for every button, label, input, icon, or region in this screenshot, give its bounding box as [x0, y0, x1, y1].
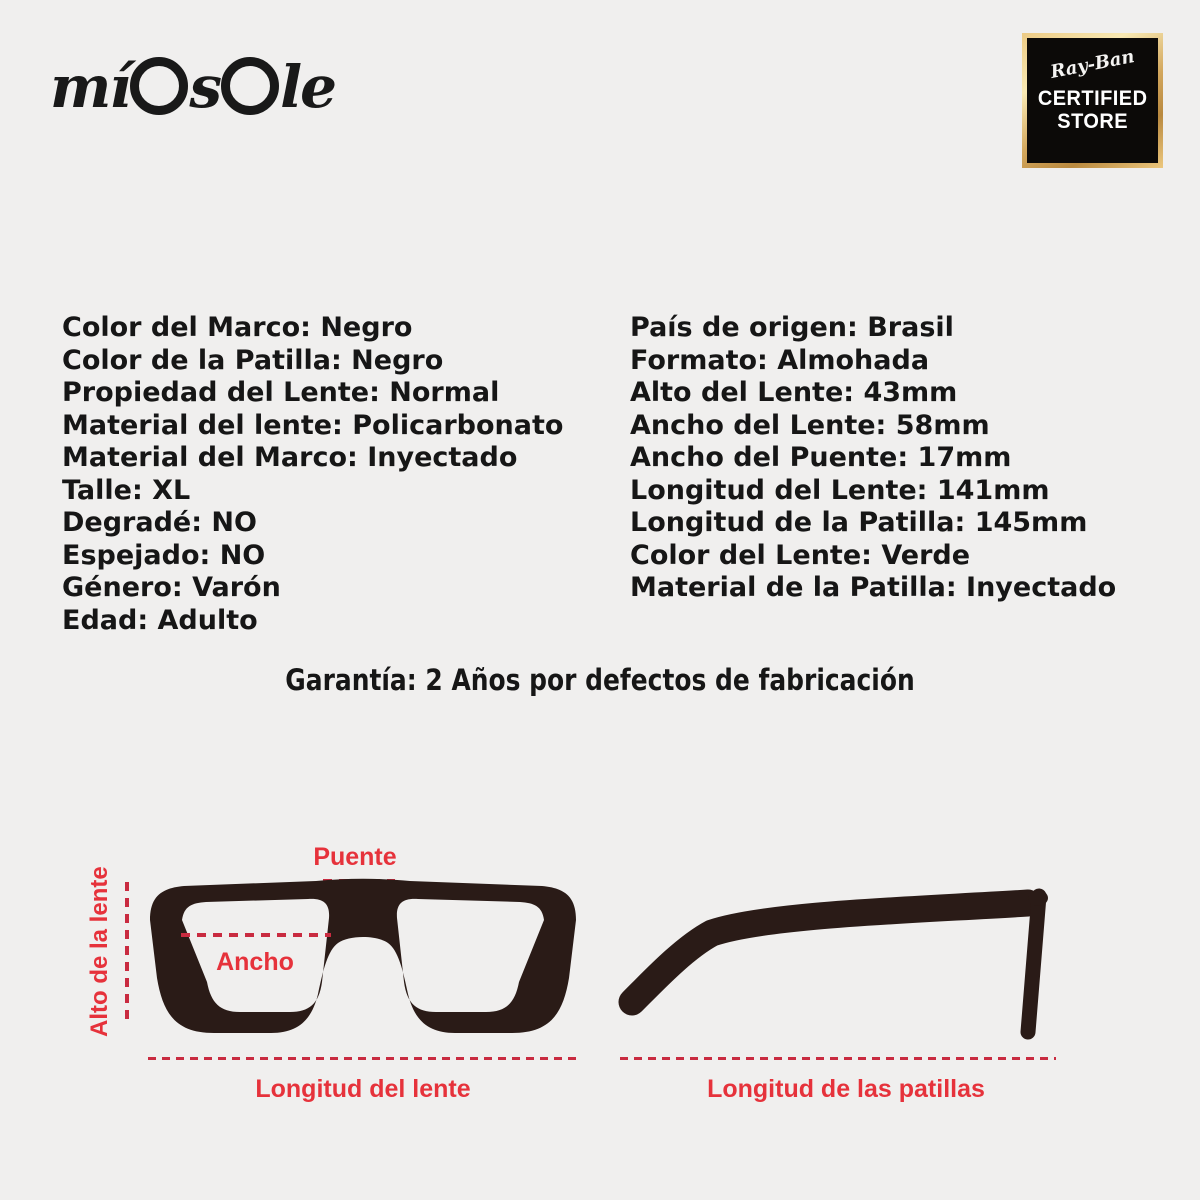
spec-line: Género: Varón	[62, 572, 281, 603]
spec-line: Longitud del Lente: 141mm	[630, 474, 1050, 506]
lens-height-dash-line	[125, 882, 129, 1022]
temple-length-label: Longitud de las patillas	[707, 1075, 985, 1103]
lens-height-label: Alto de la lente	[86, 866, 113, 1037]
brand-logo-text-start: mí	[50, 53, 130, 121]
spec-line: Alto del Lente: 43mm	[630, 377, 958, 408]
brand-logo	[50, 40, 335, 120]
spec-line: Ancho del Puente: 17mm	[630, 442, 1012, 473]
spec-line: Color del Lente: Verde	[630, 539, 971, 571]
spec-line: Edad: Adulto	[62, 604, 258, 636]
spec-line: Color de la Patilla: Negro	[62, 344, 444, 376]
warranty-text: Garantía: 2 Años por defectos de fabricación	[285, 663, 915, 697]
bridge-label: Puente	[313, 843, 397, 871]
lens-length-dash-line	[148, 1057, 578, 1060]
spec-line: Talle: XL	[62, 474, 191, 506]
lens-width-dash-line	[181, 933, 331, 937]
spec-column-left	[62, 312, 563, 637]
spec-line: Longitud de la Patilla: 145mm	[630, 507, 1088, 538]
temple-side-icon	[618, 884, 1058, 1044]
spec-line: Degradé: NO	[62, 507, 257, 538]
spec-line: Propiedad del Lente: Normal	[62, 377, 500, 408]
lens-circle-icon	[221, 57, 279, 115]
lens-circle-icon	[130, 57, 188, 115]
spec-line: Ancho del Lente: 58mm	[630, 409, 990, 441]
brand-logo-text-end: le	[280, 53, 335, 121]
spec-line: Material de la Patilla: Inyectado	[630, 572, 1117, 603]
temple-length-dash-line	[620, 1057, 1056, 1060]
spec-line: Formato: Almohada	[630, 344, 930, 376]
spec-column-right	[630, 312, 1116, 605]
certified-store-label	[1038, 87, 1148, 133]
spec-line: Material del Marco: Inyectado	[62, 442, 518, 473]
certified-label: CERTIFIED	[1037, 87, 1148, 110]
spec-line: País de origen: Brasil	[630, 312, 954, 343]
store-label: STORE	[1057, 110, 1128, 133]
rayban-script-logo: Ray-Ban	[1048, 46, 1137, 83]
spec-line: Espejado: NO	[62, 539, 266, 571]
rayban-certified-badge-inner	[1027, 38, 1158, 163]
lens-width-label: Ancho	[216, 948, 294, 976]
spec-line: Color del Marco: Negro	[62, 312, 413, 343]
brand-logo-text-mid: s	[189, 53, 221, 121]
rayban-certified-badge	[1022, 33, 1163, 168]
lens-length-label: Longitud del lente	[255, 1075, 471, 1103]
spec-line: Material del lente: Policarbonato	[62, 409, 564, 441]
